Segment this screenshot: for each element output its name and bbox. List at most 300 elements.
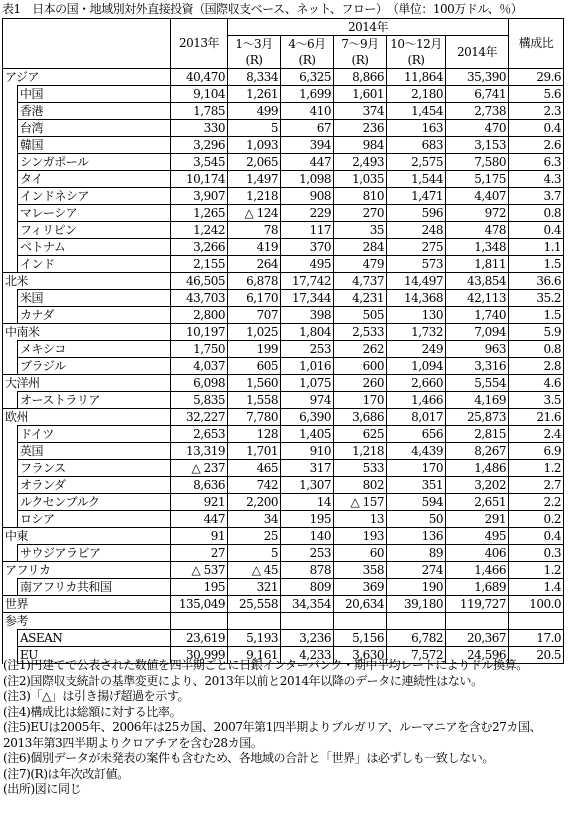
table-row <box>3 307 564 324</box>
value-cell: 1,242 <box>171 222 228 239</box>
header-q3: 7～9月 <box>334 36 387 53</box>
value-cell: 6,170 <box>228 290 281 307</box>
value-cell: 163 <box>387 120 446 137</box>
table-row <box>3 426 564 443</box>
value-cell: 2.2 <box>509 494 564 511</box>
table-row <box>3 358 564 375</box>
value-cell: △ 124 <box>228 205 281 222</box>
value-cell: 78 <box>228 222 281 239</box>
fdi-table <box>2 18 564 664</box>
value-cell: 100.0 <box>509 596 564 613</box>
value-cell <box>446 613 509 630</box>
table-row <box>3 511 564 528</box>
country-label: ブラジル <box>18 358 171 375</box>
value-cell <box>228 613 281 630</box>
value-cell: 4,439 <box>387 443 446 460</box>
value-cell: 1,601 <box>334 86 387 103</box>
country-label: ルクセンブルク <box>18 494 171 511</box>
value-cell: 9,104 <box>171 86 228 103</box>
value-cell: 6,325 <box>281 69 334 86</box>
value-cell: 2,815 <box>446 426 509 443</box>
indent-cell <box>3 477 18 494</box>
value-cell: 40,470 <box>171 69 228 86</box>
table-row <box>3 443 564 460</box>
table-row <box>3 188 564 205</box>
note-3: (注3)「△」は引き揚げ超過を示す。 <box>3 689 190 703</box>
value-cell: 8,334 <box>228 69 281 86</box>
indent-cell <box>3 256 18 273</box>
value-cell: 2,155 <box>171 256 228 273</box>
value-cell: 17.0 <box>509 630 564 647</box>
value-cell: 1,466 <box>446 562 509 579</box>
indent-cell <box>3 358 18 375</box>
value-cell: 4,231 <box>334 290 387 307</box>
value-cell: 5 <box>228 120 281 137</box>
value-cell: 3,153 <box>446 137 509 154</box>
country-label: EU <box>18 647 171 664</box>
note-6: (注6)個別データが未発表の案件も含むため、各地域の合計と「世界」は必ずしも一致しない。 <box>3 751 494 765</box>
value-cell: 13,319 <box>171 443 228 460</box>
value-cell: 20,367 <box>446 630 509 647</box>
value-cell: 974 <box>281 392 334 409</box>
value-cell: 4.6 <box>509 375 564 392</box>
note-1: (注1)円建てで公表された数値を四半期ごとに日銀インターバンク・期中平均レートによりドル換算。 <box>3 658 528 672</box>
value-cell: 2,653 <box>171 426 228 443</box>
value-cell: 2,651 <box>446 494 509 511</box>
value-cell: 1,560 <box>228 375 281 392</box>
value-cell: 370 <box>281 239 334 256</box>
value-cell: 170 <box>334 392 387 409</box>
table-row <box>3 205 564 222</box>
indent-cell <box>3 86 18 103</box>
table-row <box>3 154 564 171</box>
value-cell: 199 <box>228 341 281 358</box>
value-cell: △ 237 <box>171 460 228 477</box>
value-cell <box>334 613 387 630</box>
value-cell: 600 <box>334 358 387 375</box>
value-cell: 253 <box>281 341 334 358</box>
value-cell: 1,075 <box>281 375 334 392</box>
value-cell: 908 <box>281 188 334 205</box>
value-cell: 4,737 <box>334 273 387 290</box>
value-cell: 374 <box>334 103 387 120</box>
table-row <box>3 460 564 477</box>
table-row <box>3 239 564 256</box>
value-cell: 330 <box>171 120 228 137</box>
value-cell: 3.7 <box>509 188 564 205</box>
value-cell: 35.2 <box>509 290 564 307</box>
country-label: タイ <box>18 171 171 188</box>
value-cell: 8,636 <box>171 477 228 494</box>
value-cell: 573 <box>387 256 446 273</box>
value-cell: 1,785 <box>171 103 228 120</box>
value-cell: 2,180 <box>387 86 446 103</box>
value-cell: 1,094 <box>387 358 446 375</box>
table-row <box>3 375 564 392</box>
value-cell: 1,025 <box>228 324 281 341</box>
value-cell: 25 <box>228 528 281 545</box>
value-cell: 43,854 <box>446 273 509 290</box>
indent-cell <box>3 511 18 528</box>
value-cell: 1.1 <box>509 239 564 256</box>
country-label: カナダ <box>18 307 171 324</box>
value-cell: 67 <box>281 120 334 137</box>
value-cell: 0.4 <box>509 528 564 545</box>
value-cell: 2,493 <box>334 154 387 171</box>
value-cell: 135,049 <box>171 596 228 613</box>
value-cell: 1,035 <box>334 171 387 188</box>
value-cell: 6,782 <box>387 630 446 647</box>
country-label: 韓国 <box>18 137 171 154</box>
value-cell: 7,780 <box>228 409 281 426</box>
value-cell: 3,907 <box>171 188 228 205</box>
value-cell: 17,344 <box>281 290 334 307</box>
value-cell: 0.8 <box>509 341 564 358</box>
indent-cell <box>3 392 18 409</box>
value-cell: 419 <box>228 239 281 256</box>
value-cell: △ 537 <box>171 562 228 579</box>
value-cell: 1,701 <box>228 443 281 460</box>
value-cell: 394 <box>281 137 334 154</box>
value-cell: 8,017 <box>387 409 446 426</box>
note-8: (出所)図に同じ <box>3 782 82 796</box>
value-cell: 14,368 <box>387 290 446 307</box>
value-cell: 0.2 <box>509 511 564 528</box>
value-cell: 10,174 <box>171 171 228 188</box>
header-blank <box>3 19 171 69</box>
value-cell <box>171 613 228 630</box>
value-cell: 6.3 <box>509 154 564 171</box>
value-cell: 2.7 <box>509 477 564 494</box>
value-cell: 1,558 <box>228 392 281 409</box>
value-cell: 2,533 <box>334 324 387 341</box>
value-cell: 3,545 <box>171 154 228 171</box>
value-cell: 878 <box>281 562 334 579</box>
value-cell: 406 <box>446 545 509 562</box>
value-cell: 4,233 <box>281 647 334 664</box>
value-cell: 972 <box>446 205 509 222</box>
value-cell: 193 <box>334 528 387 545</box>
value-cell: 3,630 <box>334 647 387 664</box>
value-cell: △ 45 <box>228 562 281 579</box>
value-cell: 910 <box>281 443 334 460</box>
value-cell: 3,236 <box>281 630 334 647</box>
table-row <box>3 69 564 86</box>
value-cell: 284 <box>334 239 387 256</box>
value-cell: 4,169 <box>446 392 509 409</box>
value-cell: 5,193 <box>228 630 281 647</box>
value-cell: 39,180 <box>387 596 446 613</box>
value-cell: 35,390 <box>446 69 509 86</box>
notes <box>3 658 563 798</box>
value-cell: 36.6 <box>509 273 564 290</box>
value-cell: 0.4 <box>509 222 564 239</box>
value-cell: 1,804 <box>281 324 334 341</box>
country-label: フィリピン <box>18 222 171 239</box>
value-cell: 5,156 <box>334 630 387 647</box>
value-cell: 3,686 <box>334 409 387 426</box>
value-cell: 2,738 <box>446 103 509 120</box>
header-2013: 2013年 <box>171 19 228 69</box>
value-cell: 1,098 <box>281 171 334 188</box>
note-4: (注4)構成比は総額に対する比率。 <box>3 704 182 719</box>
table-row <box>3 630 564 647</box>
table-row <box>3 494 564 511</box>
value-cell: 91 <box>171 528 228 545</box>
value-cell: 1,732 <box>387 324 446 341</box>
country-label: ドイツ <box>18 426 171 443</box>
value-cell: 2,800 <box>171 307 228 324</box>
indent-cell <box>3 120 18 137</box>
value-cell: 351 <box>387 477 446 494</box>
value-cell: 25,873 <box>446 409 509 426</box>
value-cell: 1.5 <box>509 307 564 324</box>
value-cell: 1,466 <box>387 392 446 409</box>
table-row <box>3 613 564 630</box>
value-cell: 707 <box>228 307 281 324</box>
value-cell: 447 <box>281 154 334 171</box>
value-cell: △ 157 <box>334 494 387 511</box>
value-cell: 20,634 <box>334 596 387 613</box>
value-cell: 117 <box>281 222 334 239</box>
value-cell: 29.6 <box>509 69 564 86</box>
table-row <box>3 596 564 613</box>
indent-cell <box>3 579 18 596</box>
value-cell: 1,811 <box>446 256 509 273</box>
value-cell: 963 <box>446 341 509 358</box>
table-row <box>3 273 564 290</box>
value-cell: 130 <box>387 307 446 324</box>
value-cell: 136 <box>387 528 446 545</box>
value-cell: 34 <box>228 511 281 528</box>
value-cell: 410 <box>281 103 334 120</box>
value-cell: 0.8 <box>509 205 564 222</box>
value-cell: 8,267 <box>446 443 509 460</box>
note-5: (注5)EUは2005年、2006年は25カ国、2007年第1四半期よりブルガリア、ルーマニアを含む27カ国、2013年第3四半期よりクロアチアを含む28カ国。 <box>3 720 542 750</box>
value-cell: 236 <box>334 120 387 137</box>
table-title: 表1 日本の国・地域別対外直接投資（国際収支ベース、ネット、フロー） （単位：100万ドル、％） <box>2 2 523 16</box>
table-row <box>3 392 564 409</box>
value-cell: 35 <box>334 222 387 239</box>
region-label: アジア <box>3 69 171 86</box>
table-row <box>3 137 564 154</box>
value-cell: 478 <box>446 222 509 239</box>
country-label: 台湾 <box>18 120 171 137</box>
table-row <box>3 341 564 358</box>
value-cell: 1,699 <box>281 86 334 103</box>
value-cell <box>509 613 564 630</box>
value-cell: 14 <box>281 494 334 511</box>
value-cell: 1,740 <box>446 307 509 324</box>
country-label: 香港 <box>18 103 171 120</box>
value-cell: 253 <box>281 545 334 562</box>
country-label: ベトナム <box>18 239 171 256</box>
indent-cell <box>3 460 18 477</box>
value-cell: 605 <box>228 358 281 375</box>
value-cell: 140 <box>281 528 334 545</box>
value-cell: 270 <box>334 205 387 222</box>
table-row <box>3 324 564 341</box>
country-label: インド <box>18 256 171 273</box>
value-cell: 27 <box>171 545 228 562</box>
value-cell: 398 <box>281 307 334 324</box>
value-cell: 2.3 <box>509 103 564 120</box>
value-cell: 4.3 <box>509 171 564 188</box>
indent-cell <box>3 103 18 120</box>
value-cell: 248 <box>387 222 446 239</box>
value-cell: 495 <box>446 528 509 545</box>
country-label: 中国 <box>18 86 171 103</box>
country-label: フランス <box>18 460 171 477</box>
value-cell: 195 <box>171 579 228 596</box>
value-cell: 7,094 <box>446 324 509 341</box>
value-cell: 229 <box>281 205 334 222</box>
value-cell: 1,689 <box>446 579 509 596</box>
value-cell: 6.9 <box>509 443 564 460</box>
value-cell: 533 <box>334 460 387 477</box>
region-label: 大洋州 <box>3 375 171 392</box>
value-cell: 6,878 <box>228 273 281 290</box>
table-row <box>3 103 564 120</box>
country-label: オーストラリア <box>18 392 171 409</box>
value-cell: 1,486 <box>446 460 509 477</box>
value-cell: 594 <box>387 494 446 511</box>
value-cell: 5.6 <box>509 86 564 103</box>
value-cell: 505 <box>334 307 387 324</box>
indent-cell <box>3 630 18 647</box>
indent-cell <box>3 290 18 307</box>
value-cell: 625 <box>334 426 387 443</box>
value-cell: 34,354 <box>281 596 334 613</box>
value-cell: 14,497 <box>387 273 446 290</box>
value-cell: 1.2 <box>509 562 564 579</box>
value-cell: 274 <box>387 562 446 579</box>
value-cell: 190 <box>387 579 446 596</box>
value-cell: 264 <box>228 256 281 273</box>
value-cell: 1,750 <box>171 341 228 358</box>
value-cell: 1,016 <box>281 358 334 375</box>
value-cell: 170 <box>387 460 446 477</box>
note-2: (注2)国際収支統計の基準変更により、2013年以前と2014年以降のデータに連続性はない。 <box>3 673 483 688</box>
indent-cell <box>3 205 18 222</box>
value-cell: 5,835 <box>171 392 228 409</box>
value-cell: 4,037 <box>171 358 228 375</box>
country-label: シンガポール <box>18 154 171 171</box>
value-cell: 1,218 <box>228 188 281 205</box>
value-cell: 4,407 <box>446 188 509 205</box>
value-cell: 358 <box>334 562 387 579</box>
value-cell: 921 <box>171 494 228 511</box>
header-2014-group: 2014年 <box>228 19 509 36</box>
value-cell: 1,544 <box>387 171 446 188</box>
value-cell: 3,202 <box>446 477 509 494</box>
value-cell: 50 <box>387 511 446 528</box>
value-cell: 275 <box>387 239 446 256</box>
region-label: 世界 <box>3 596 171 613</box>
table-row <box>3 409 564 426</box>
value-cell: 119,727 <box>446 596 509 613</box>
value-cell: 89 <box>387 545 446 562</box>
value-cell: 1.5 <box>509 256 564 273</box>
value-cell: 809 <box>281 579 334 596</box>
value-cell: 1,405 <box>281 426 334 443</box>
country-label: 南アフリカ共和国 <box>18 579 171 596</box>
value-cell: 1,471 <box>387 188 446 205</box>
indent-cell <box>3 426 18 443</box>
value-cell: 7,580 <box>446 154 509 171</box>
value-cell: 1,265 <box>171 205 228 222</box>
table-row <box>3 528 564 545</box>
indent-cell <box>3 222 18 239</box>
indent-cell <box>3 154 18 171</box>
value-cell: 3,316 <box>446 358 509 375</box>
header-share: 構成比 <box>509 19 564 69</box>
value-cell: 3.5 <box>509 392 564 409</box>
value-cell: 1,093 <box>228 137 281 154</box>
value-cell: 291 <box>446 511 509 528</box>
value-cell: 24,596 <box>446 647 509 664</box>
value-cell: 1,454 <box>387 103 446 120</box>
value-cell: 1.4 <box>509 579 564 596</box>
value-cell: 262 <box>334 341 387 358</box>
region-label: 中東 <box>3 528 171 545</box>
value-cell: 3,266 <box>171 239 228 256</box>
value-cell: 25,558 <box>228 596 281 613</box>
value-cell: 1,348 <box>446 239 509 256</box>
value-cell: 2.8 <box>509 358 564 375</box>
table-row <box>3 86 564 103</box>
value-cell: 3,296 <box>171 137 228 154</box>
indent-cell <box>3 171 18 188</box>
value-cell: 317 <box>281 460 334 477</box>
value-cell: 2.4 <box>509 426 564 443</box>
value-cell: 1,218 <box>334 443 387 460</box>
table-row <box>3 290 564 307</box>
indent-cell <box>3 239 18 256</box>
table-row <box>3 562 564 579</box>
country-label: オランダ <box>18 477 171 494</box>
value-cell: 810 <box>334 188 387 205</box>
value-cell: 195 <box>281 511 334 528</box>
indent-cell <box>3 188 18 205</box>
value-cell: 802 <box>334 477 387 494</box>
region-label: 参考 <box>3 613 171 630</box>
indent-cell <box>3 341 18 358</box>
value-cell: 32,227 <box>171 409 228 426</box>
value-cell: 10,197 <box>171 324 228 341</box>
value-cell: 5 <box>228 545 281 562</box>
country-label: サウジアラビア <box>18 545 171 562</box>
value-cell: 8,866 <box>334 69 387 86</box>
header-q2: 4～6月 <box>281 36 334 53</box>
value-cell: 6,741 <box>446 86 509 103</box>
value-cell: 9,161 <box>228 647 281 664</box>
value-cell: 60 <box>334 545 387 562</box>
value-cell: 683 <box>387 137 446 154</box>
value-cell <box>281 613 334 630</box>
value-cell: 46,505 <box>171 273 228 290</box>
value-cell: 369 <box>334 579 387 596</box>
value-cell: 1.2 <box>509 460 564 477</box>
value-cell <box>387 613 446 630</box>
value-cell: 20.5 <box>509 647 564 664</box>
value-cell: 495 <box>281 256 334 273</box>
value-cell: 1,307 <box>281 477 334 494</box>
value-cell: 984 <box>334 137 387 154</box>
value-cell: 23,619 <box>171 630 228 647</box>
value-cell: 5.9 <box>509 324 564 341</box>
table-row <box>3 477 564 494</box>
